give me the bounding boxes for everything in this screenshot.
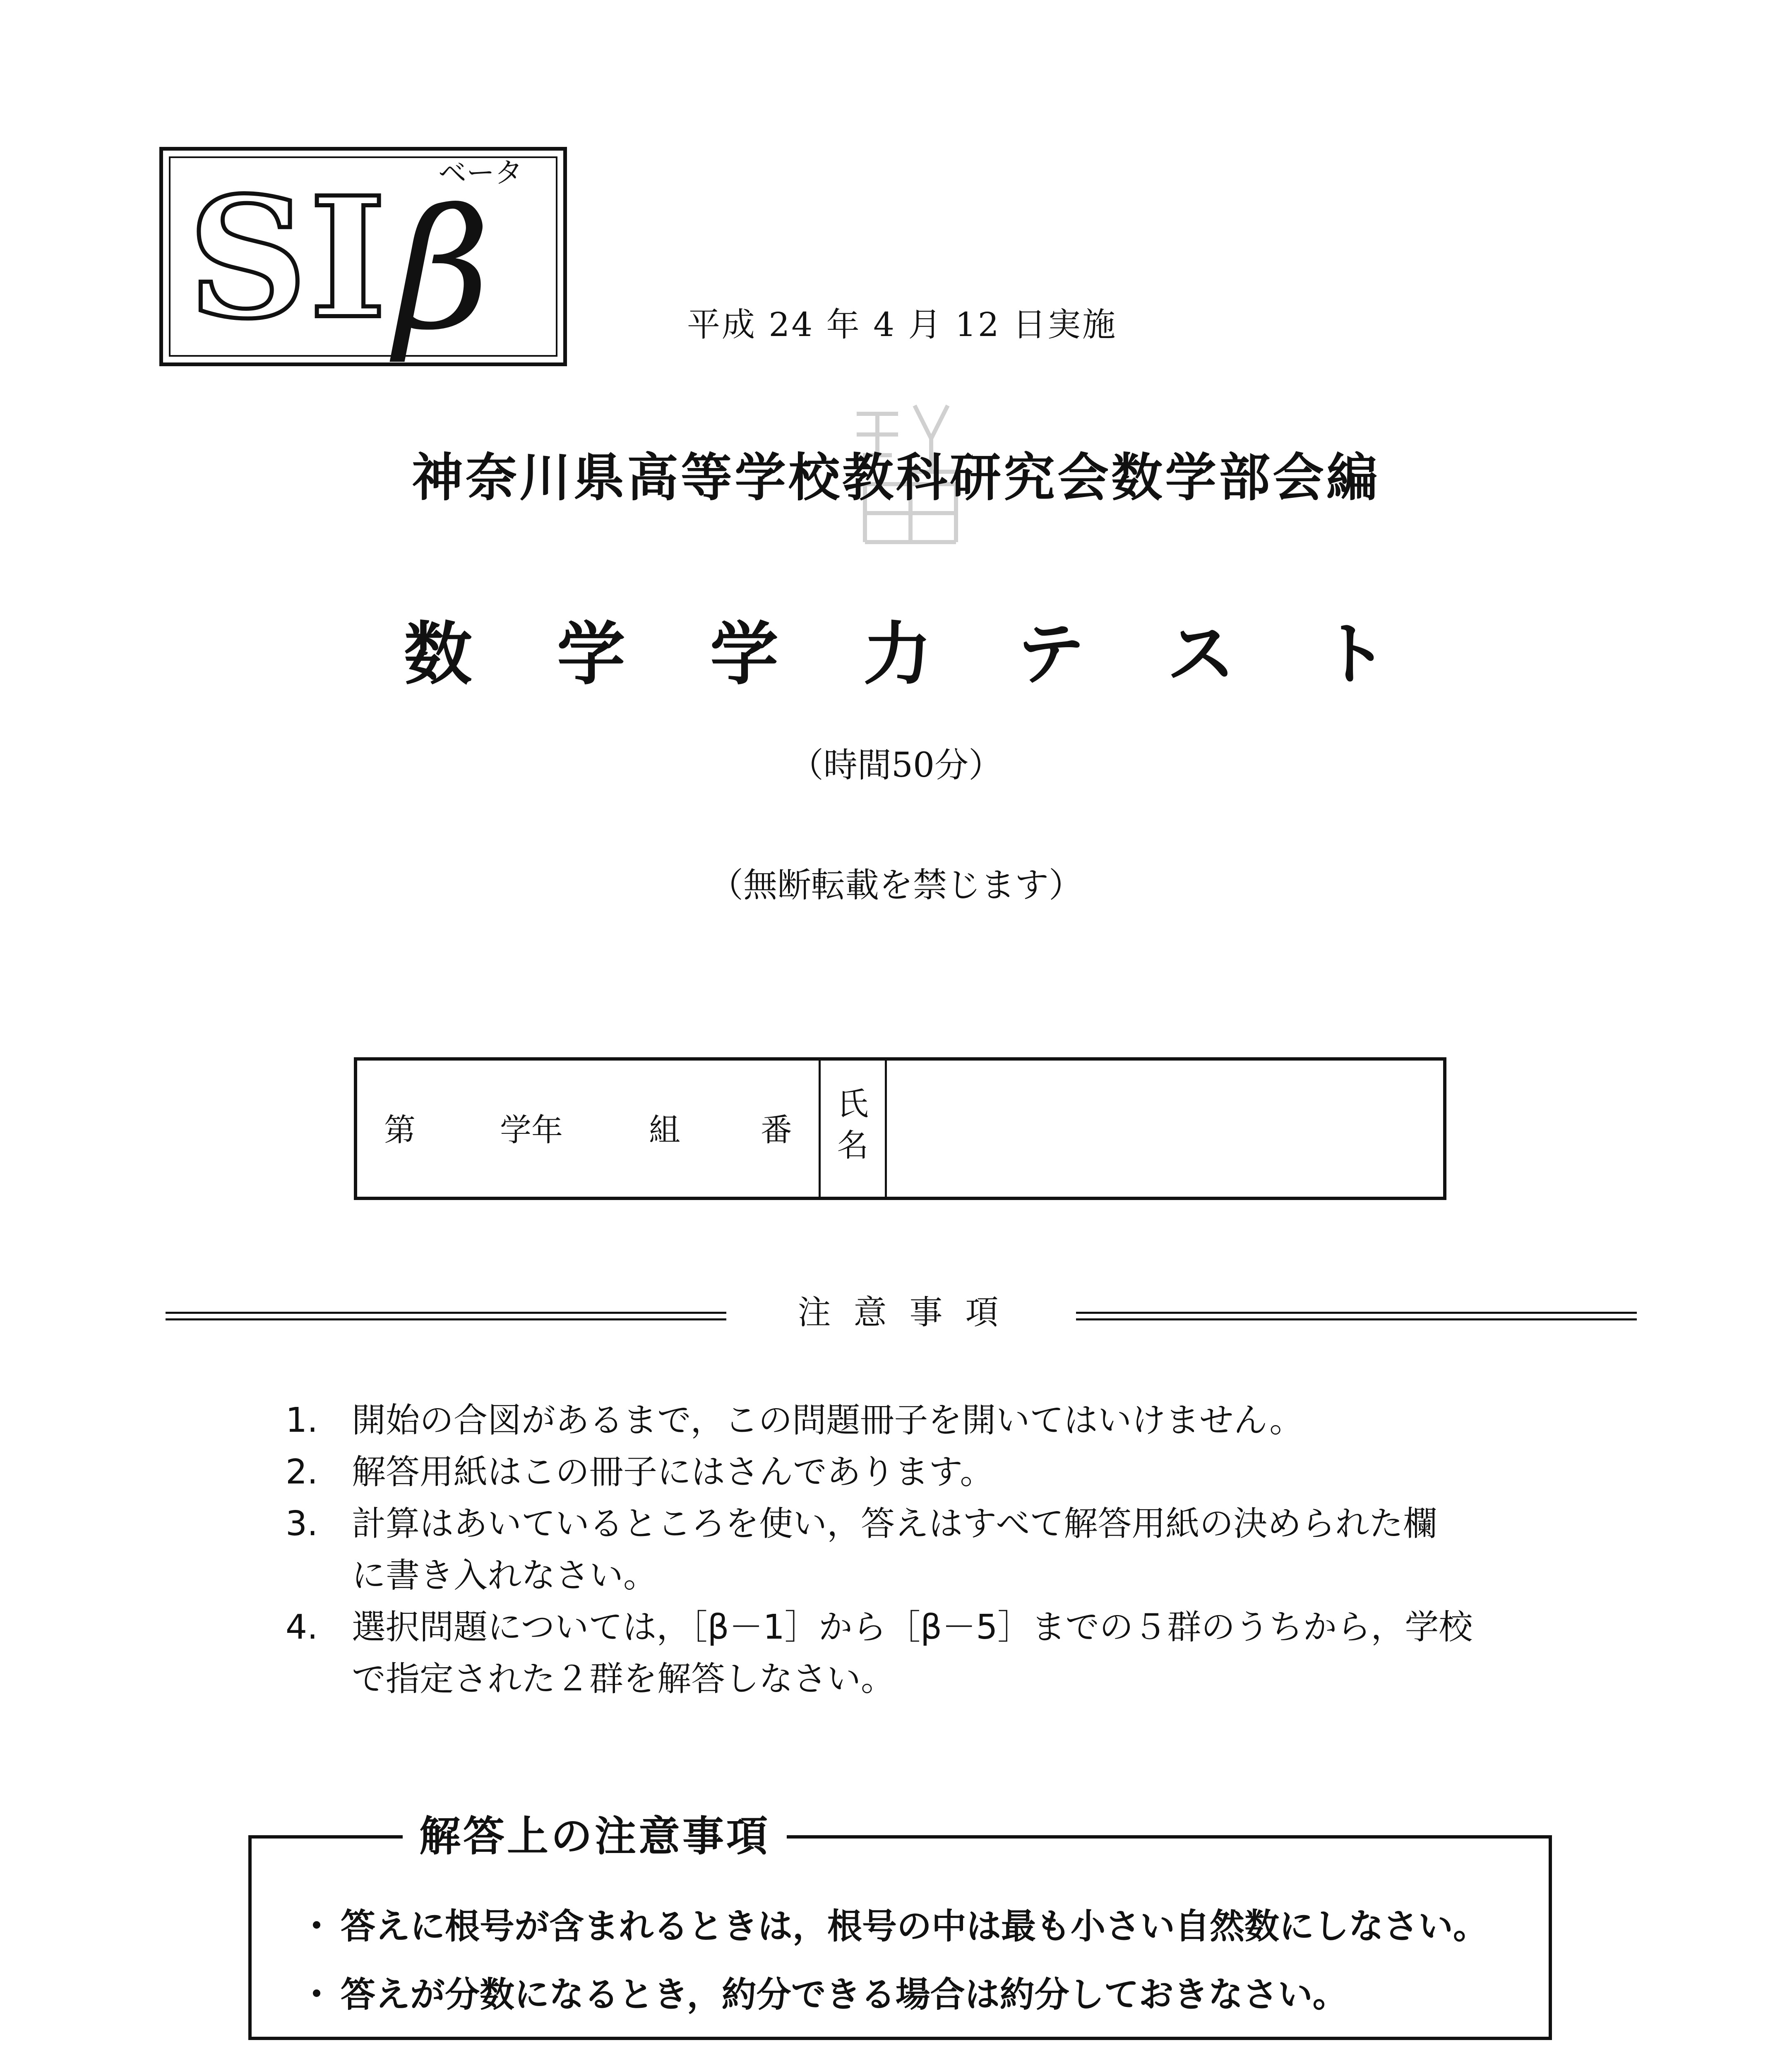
list-item <box>299 1892 1488 1961</box>
bullet: ・ <box>299 1974 334 2015</box>
item-number: 1. <box>286 1401 318 1440</box>
item-text: 計算はあいているところを使い，答えはすべて解答用紙の決められた欄 に書き入れなさい。 <box>352 1504 1437 1595</box>
item-text: 答えが分数になるとき，約分できる場合は約分しておきなさい。 <box>341 1974 1348 2015</box>
list-item <box>286 1601 1527 1705</box>
list-item <box>299 1961 1488 2029</box>
notes-rule-right <box>1076 1312 1637 1314</box>
name-field[interactable] <box>887 1061 1443 1197</box>
organization-name: 神奈川県高等学校教科研究会数学部会編 <box>411 448 1380 508</box>
time-limit: （時間50分） <box>789 746 1003 785</box>
list-item <box>286 1395 1527 1446</box>
grade-label: 学年 <box>500 1111 563 1148</box>
name-label: 氏 名 <box>837 1085 869 1164</box>
page-title: 数学学力テスト <box>404 614 1473 694</box>
list-item <box>286 1446 1527 1498</box>
answer-notes-box <box>248 1812 1552 2040</box>
class-label: 組 <box>649 1111 680 1148</box>
student-info-table <box>354 1057 1446 1200</box>
item-text: 答えに根号が含まれるときは，根号の中は最も小さい自然数にしなさい。 <box>341 1906 1488 1947</box>
logo-reading: ベータ <box>438 157 523 190</box>
bullet: ・ <box>299 1906 334 1947</box>
name-label-cell <box>819 1061 887 1197</box>
answer-notes-list <box>299 1892 1488 2029</box>
item-text: 解答用紙はこの冊子にはさんであります。 <box>352 1452 994 1492</box>
item-number: 4. <box>286 1608 318 1647</box>
answer-notes-title: 解答上の注意事項 <box>403 1805 787 1867</box>
notes-title: 注意事項 <box>798 1293 1021 1332</box>
list-item <box>286 1498 1527 1601</box>
logo-box <box>159 147 567 366</box>
copyright-notice: （無断転載を禁じます） <box>709 866 1083 905</box>
exam-date: 平成 24 年 4 月 12 日実施 <box>687 305 1117 344</box>
instructions-list <box>286 1395 1527 1705</box>
logo-si-text: SI <box>188 161 388 355</box>
item-number: 2. <box>286 1452 318 1492</box>
logo-beta-symbol: β <box>395 174 491 367</box>
class-cell[interactable] <box>357 1061 819 1197</box>
item-text: 開始の合図があるまで，この問題冊子を開いてはいけません。 <box>352 1401 1304 1440</box>
item-number: 3. <box>286 1504 318 1543</box>
grade-prefix-label: 第 <box>384 1111 416 1148</box>
number-label: 番 <box>761 1111 792 1148</box>
item-text: 選択問題については，［β－1］から［β－5］までの５群のうちから，学校 で指定された２群を解答しなさい。 <box>352 1608 1473 1699</box>
notes-rule-left <box>166 1312 726 1314</box>
